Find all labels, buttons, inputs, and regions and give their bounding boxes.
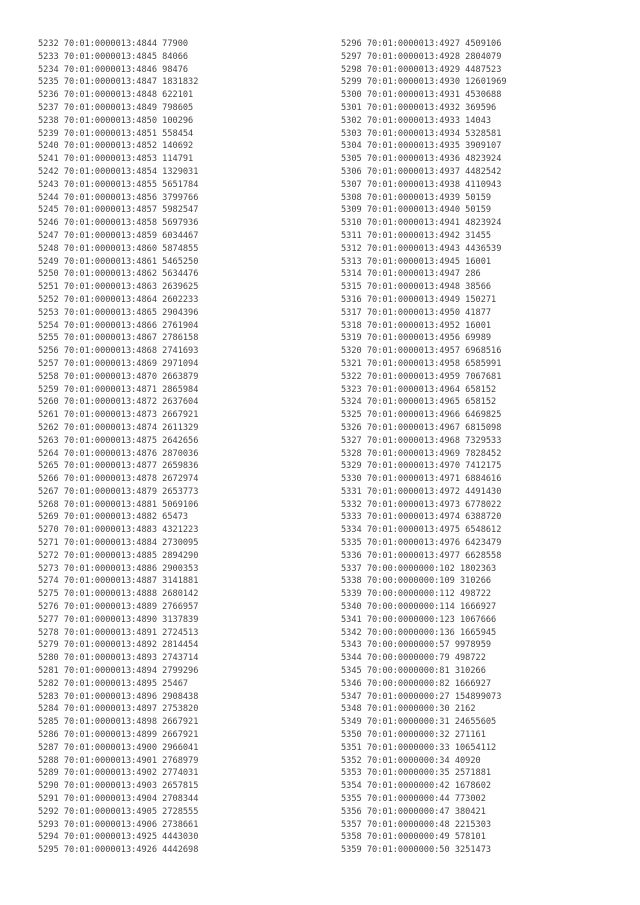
- record-line: 5235 70:01:0000013:4847 1831832: [38, 77, 199, 88]
- record-line: 5317 70:01:0000013:4950 41877: [341, 307, 492, 318]
- record-line: 5330 70:01:0000013:4971 6884616: [341, 474, 502, 485]
- record-line: 5301 70:01:0000013:4932 369596: [341, 102, 497, 113]
- record-line: 5300 70:01:0000013:4931 4530688: [341, 90, 502, 101]
- record-line: 5294 70:01:0000013:4925 4443030: [38, 832, 199, 843]
- record-line: 5258 70:01:0000013:4870 2663879: [38, 371, 199, 382]
- record-line: 5237 70:01:0000013:4849 798605: [38, 102, 194, 113]
- record-line: 5244 70:01:0000013:4856 3799766: [38, 192, 199, 203]
- record-line: 5337 70:00:0000000:102 1802363: [341, 563, 497, 574]
- record-line: 5322 70:01:0000013:4959 7067681: [341, 371, 502, 382]
- record-line: 5345 70:00:0000000:81 310266: [341, 666, 486, 677]
- record-line: 5356 70:01:0000000:47 380421: [341, 806, 486, 817]
- record-line: 5355 70:01:0000000:44 773002: [341, 794, 486, 805]
- record-line: 5308 70:01:0000013:4939 50159: [341, 192, 492, 203]
- record-line: 5310 70:01:0000013:4941 4823924: [341, 218, 502, 229]
- record-line: 5254 70:01:0000013:4866 2761904: [38, 320, 199, 331]
- record-line: 5238 70:01:0000013:4850 100296: [38, 115, 194, 126]
- record-line: 5256 70:01:0000013:4868 2741693: [38, 346, 199, 357]
- record-line: 5349 70:01:0000000:31 24655605: [341, 717, 497, 728]
- record-line: 5276 70:01:0000013:4889 2766957: [38, 602, 199, 613]
- record-line: 5248 70:01:0000013:4860 5874855: [38, 243, 199, 254]
- record-line: 5264 70:01:0000013:4876 2870036: [38, 448, 199, 459]
- record-line: 5297 70:01:0000013:4928 2804079: [341, 51, 502, 62]
- record-line: 5298 70:01:0000013:4929 4487523: [341, 64, 502, 75]
- record-line: 5328 70:01:0000013:4969 7828452: [341, 448, 502, 459]
- left-column: [38, 38, 198, 857]
- record-line: 5271 70:01:0000013:4884 2730095: [38, 538, 199, 549]
- record-line: 5334 70:01:0000013:4975 6548612: [341, 525, 502, 536]
- record-line: 5358 70:01:0000000:49 578101: [341, 832, 486, 843]
- record-line: 5246 70:01:0000013:4858 5697936: [38, 218, 199, 229]
- record-line: 5327 70:01:0000013:4968 7329533: [341, 435, 502, 446]
- record-line: 5250 70:01:0000013:4862 5634476: [38, 269, 199, 280]
- record-line: 5357 70:01:0000000:48 2215303: [341, 819, 492, 830]
- record-line: 5288 70:01:0000013:4901 2768979: [38, 755, 199, 766]
- record-line: 5239 70:01:0000013:4851 558454: [38, 128, 194, 139]
- record-line: 5323 70:01:0000013:4964 658152: [341, 384, 497, 395]
- record-line: 5255 70:01:0000013:4867 2786158: [38, 333, 199, 344]
- record-line: 5253 70:01:0000013:4865 2904396: [38, 307, 199, 318]
- record-line: 5261 70:01:0000013:4873 2667921: [38, 410, 199, 421]
- record-line: 5350 70:01:0000000:32 271161: [341, 730, 486, 741]
- record-line: 5304 70:01:0000013:4935 3909107: [341, 141, 502, 152]
- record-line: 5286 70:01:0000013:4899 2667921: [38, 730, 199, 741]
- record-line: 5354 70:01:0000000:42 1678602: [341, 781, 492, 792]
- record-line: 5319 70:01:0000013:4956 69989: [341, 333, 492, 344]
- record-line: 5333 70:01:0000013:4974 6388720: [341, 512, 502, 523]
- record-line: 5249 70:01:0000013:4861 5465250: [38, 256, 199, 267]
- record-line: 5274 70:01:0000013:4887 3141881: [38, 576, 199, 587]
- record-line: 5241 70:01:0000013:4853 114791: [38, 154, 194, 165]
- record-line: 5306 70:01:0000013:4937 4482542: [341, 166, 502, 177]
- record-line: 5259 70:01:0000013:4871 2865984: [38, 384, 199, 395]
- record-line: 5269 70:01:0000013:4882 65473: [38, 512, 189, 523]
- record-line: 5242 70:01:0000013:4854 1329031: [38, 166, 199, 177]
- record-line: 5318 70:01:0000013:4952 16001: [341, 320, 492, 331]
- record-line: 5284 70:01:0000013:4897 2753820: [38, 704, 199, 715]
- record-line: 5285 70:01:0000013:4898 2667921: [38, 717, 199, 728]
- record-line: 5353 70:01:0000000:35 2571881: [341, 768, 492, 779]
- record-line: 5281 70:01:0000013:4894 2799296: [38, 666, 199, 677]
- record-line: 5240 70:01:0000013:4852 140692: [38, 141, 194, 152]
- record-line: 5348 70:01:0000000:30 2162: [341, 704, 476, 715]
- record-line: 5290 70:01:0000013:4903 2657815: [38, 781, 199, 792]
- record-line: 5312 70:01:0000013:4943 4436539: [341, 243, 502, 254]
- record-line: 5287 70:01:0000013:4900 2966041: [38, 742, 199, 753]
- record-line: 5267 70:01:0000013:4879 2653773: [38, 486, 199, 497]
- record-line: 5329 70:01:0000013:4970 7412175: [341, 461, 502, 472]
- record-line: 5313 70:01:0000013:4945 16001: [341, 256, 492, 267]
- record-line: 5332 70:01:0000013:4973 6778022: [341, 499, 502, 510]
- record-line: 5331 70:01:0000013:4972 4491430: [341, 486, 502, 497]
- record-line: 5307 70:01:0000013:4938 4110943: [341, 179, 502, 190]
- record-line: 5338 70:00:0000000:109 310266: [341, 576, 492, 587]
- record-line: 5292 70:01:0000013:4905 2728555: [38, 806, 199, 817]
- record-line: 5324 70:01:0000013:4965 658152: [341, 397, 497, 408]
- record-line: 5251 70:01:0000013:4863 2639625: [38, 282, 199, 293]
- record-line: 5283 70:01:0000013:4896 2908438: [38, 691, 199, 702]
- record-line: 5233 70:01:0000013:4845 84066: [38, 51, 189, 62]
- record-line: 5296 70:01:0000013:4927 4509106: [341, 39, 502, 49]
- record-line: 5282 70:01:0000013:4895 25467: [38, 678, 189, 689]
- record-line: 5234 70:01:0000013:4846 98476: [38, 64, 189, 75]
- record-line: 5321 70:01:0000013:4958 6585991: [341, 358, 502, 369]
- record-line: 5325 70:01:0000013:4966 6469825: [341, 410, 502, 421]
- record-line: 5268 70:01:0000013:4881 5069106: [38, 499, 199, 510]
- record-line: 5314 70:01:0000013:4947 286: [341, 269, 481, 280]
- record-line: 5291 70:01:0000013:4904 2708344: [38, 794, 199, 805]
- record-line: 5347 70:01:0000000:27 154899073: [341, 691, 502, 702]
- record-line: 5344 70:00:0000000:79 498722: [341, 653, 486, 664]
- record-line: 5270 70:01:0000013:4883 4321223: [38, 525, 199, 536]
- record-line: 5245 70:01:0000013:4857 5982547: [38, 205, 199, 216]
- record-line: 5342 70:00:0000000:136 1665945: [341, 627, 497, 638]
- record-line: 5303 70:01:0000013:4934 5328581: [341, 128, 502, 139]
- record-line: 5295 70:01:0000013:4926 4442698: [38, 845, 199, 856]
- record-line: 5252 70:01:0000013:4864 2602233: [38, 294, 199, 305]
- record-line: 5265 70:01:0000013:4877 2659836: [38, 461, 199, 472]
- record-line: 5257 70:01:0000013:4869 2971094: [38, 358, 199, 369]
- record-line: 5305 70:01:0000013:4936 4823924: [341, 154, 502, 165]
- record-line: 5277 70:01:0000013:4890 3137839: [38, 614, 199, 625]
- record-line: 5266 70:01:0000013:4878 2672974: [38, 474, 199, 485]
- record-line: 5273 70:01:0000013:4886 2900353: [38, 563, 199, 574]
- record-line: 5263 70:01:0000013:4875 2642656: [38, 435, 199, 446]
- record-line: 5320 70:01:0000013:4957 6968516: [341, 346, 502, 357]
- right-column: [341, 38, 507, 857]
- record-line: 5340 70:00:0000000:114 1666927: [341, 602, 497, 613]
- record-line: 5278 70:01:0000013:4891 2724513: [38, 627, 199, 638]
- record-line: 5315 70:01:0000013:4948 38566: [341, 282, 492, 293]
- record-line: 5280 70:01:0000013:4893 2743714: [38, 653, 199, 664]
- record-line: 5236 70:01:0000013:4848 622101: [38, 90, 194, 101]
- record-line: 5359 70:01:0000000:50 3251473: [341, 845, 492, 856]
- record-line: 5346 70:00:0000000:82 1666927: [341, 678, 492, 689]
- record-line: 5339 70:00:0000000:112 498722: [341, 589, 492, 600]
- record-line: 5232 70:01:0000013:4844 77900: [38, 39, 189, 49]
- record-line: 5299 70:01:0000013:4930 12601969: [341, 77, 507, 88]
- record-line: 5260 70:01:0000013:4872 2637604: [38, 397, 199, 408]
- record-line: 5293 70:01:0000013:4906 2738661: [38, 819, 199, 830]
- record-line: 5316 70:01:0000013:4949 150271: [341, 294, 497, 305]
- record-line: 5336 70:01:0000013:4977 6628558: [341, 550, 502, 561]
- record-line: 5351 70:01:0000000:33 10654112: [341, 742, 497, 753]
- record-line: 5335 70:01:0000013:4976 6423479: [341, 538, 502, 549]
- record-line: 5302 70:01:0000013:4933 14043: [341, 115, 492, 126]
- record-line: 5341 70:00:0000000:123 1067666: [341, 614, 497, 625]
- record-line: 5343 70:00:0000000:57 9978959: [341, 640, 492, 651]
- record-line: 5309 70:01:0000013:4940 50159: [341, 205, 492, 216]
- record-line: 5289 70:01:0000013:4902 2774031: [38, 768, 199, 779]
- record-line: 5275 70:01:0000013:4888 2680142: [38, 589, 199, 600]
- record-line: 5272 70:01:0000013:4885 2894290: [38, 550, 199, 561]
- record-line: 5352 70:01:0000000:34 40920: [341, 755, 481, 766]
- record-line: 5279 70:01:0000013:4892 2814454: [38, 640, 199, 651]
- record-line: 5247 70:01:0000013:4859 6034467: [38, 230, 199, 241]
- record-line: 5326 70:01:0000013:4967 6815098: [341, 422, 502, 433]
- record-line: 5243 70:01:0000013:4855 5651784: [38, 179, 199, 190]
- record-line: 5311 70:01:0000013:4942 31455: [341, 230, 492, 241]
- record-line: 5262 70:01:0000013:4874 2611329: [38, 422, 199, 433]
